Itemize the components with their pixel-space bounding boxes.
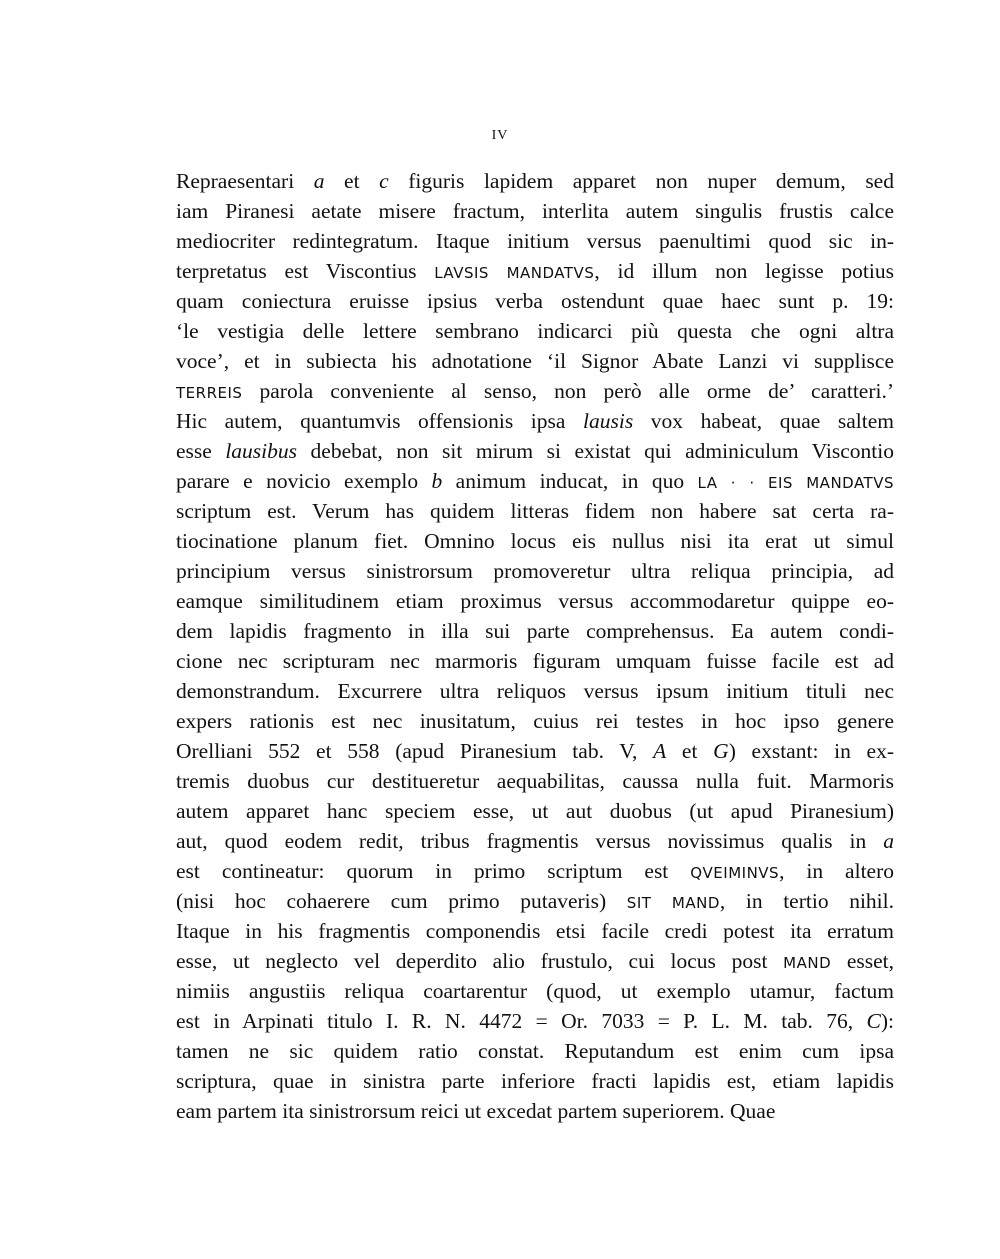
text-run: eamque similitudinem etiam proximus versus accommodaretur quippe eo-	[176, 589, 894, 613]
text-line	[176, 376, 894, 406]
text-line	[176, 556, 894, 586]
text-run: demonstrandum. Excurrere ultra reliquos versus ipsum initium tituli nec	[176, 679, 894, 703]
text-line	[176, 526, 894, 556]
text-line	[176, 976, 894, 1006]
text-line	[176, 496, 894, 526]
text-run: , in altero	[779, 859, 894, 883]
text-line	[176, 346, 894, 376]
text-run: esse, ut neglecto vel deperdito alio frustulo, cui locus post	[176, 949, 784, 973]
text-line	[176, 676, 894, 706]
text-line	[176, 256, 894, 286]
text-line	[176, 1036, 894, 1066]
italic-run: lausibus	[225, 439, 298, 463]
inscription-text: TERREIS	[176, 384, 243, 402]
text-run: Itaque in his fragmentis componendis etsi facile credi potest ita erratum	[176, 919, 894, 943]
text-line	[176, 646, 894, 676]
text-run: parola conveniente al senso, non però alle orme de’ caratteri.’	[242, 379, 894, 403]
text-line	[176, 796, 894, 826]
page-number: IV	[491, 128, 509, 143]
italic-run: C	[866, 1009, 881, 1033]
text-line	[176, 1006, 894, 1036]
text-line	[176, 406, 894, 436]
text-run: et	[324, 169, 380, 193]
italic-run: a	[313, 169, 325, 193]
text-line	[176, 286, 894, 316]
inscription-text: QVEIMINVS	[690, 864, 780, 882]
text-run: scriptura, quae in sinistra parte inferiore fracti lapidis est, etiam lapidis	[176, 1069, 894, 1093]
text-run: (nisi hoc cohaerere cum primo putaveris)	[176, 889, 627, 913]
text-run: tremis duobus cur destitueretur aequabilitas, caussa nulla fuit. Marmoris	[176, 769, 894, 793]
text-run: Hic autem, quantumvis offensionis ipsa	[176, 409, 584, 433]
text-run: quam coniectura eruisse ipsius verba ostendunt quae haec sunt p. 19:	[176, 289, 894, 313]
text-run: dem lapidis fragmento in illa sui parte comprehensus. Ea autem condi-	[176, 619, 894, 643]
text-run: ):	[880, 1009, 894, 1033]
italic-run: lausis	[583, 409, 634, 433]
text-run: terpretatus est Viscontius	[176, 259, 435, 283]
text-run: tamen ne sic quidem ratio constat. Reputandum est enim cum ipsa	[176, 1039, 894, 1063]
text-run: voce’, et in subiecta his adnotatione ‘il Signor Abate Lanzi vi supplisce	[176, 349, 894, 373]
text-run: cione nec scripturam nec marmoris figuram umquam fuisse facile est ad	[176, 649, 894, 673]
text-line	[176, 826, 894, 856]
inscription-text: MAND	[783, 954, 832, 972]
text-run: figuris lapidem apparet non nuper demum, sed	[388, 169, 894, 193]
text-run: esse	[176, 439, 226, 463]
inscription-text: LAVSIS MANDATVS	[434, 264, 595, 282]
text-run: est in Arpinati titulo I. R. N. 4472 = Or. 7033 = P. L. M. tab. 76,	[176, 1009, 867, 1033]
italic-run: A	[653, 739, 667, 763]
text-run: est contineatur: quorum in primo scriptum est	[176, 859, 691, 883]
text-run: aut, quod eodem redit, tribus fragmentis versus novissimus qualis in	[176, 829, 884, 853]
text-run: , id illum non legisse potius	[594, 259, 894, 283]
text-line	[176, 436, 894, 466]
text-run: esset,	[831, 949, 894, 973]
text-line	[176, 1066, 894, 1096]
text-line	[176, 946, 894, 976]
text-run: animum inducat, in quo	[442, 469, 698, 493]
text-line	[176, 226, 894, 256]
text-line	[176, 736, 894, 766]
text-run: tiocinatione planum fiet. Omnino locus eis nullus nisi ita erat ut simul	[176, 529, 894, 553]
italic-run: a	[883, 829, 894, 853]
text-run: Orelliani 552 et 558 (apud Piranesium tab. V,	[176, 739, 654, 763]
text-run: debebat, non sit mirum si existat qui adminiculum Viscontio	[297, 439, 894, 463]
text-line	[176, 886, 894, 916]
text-run: Repraesentari	[176, 169, 314, 193]
body-text	[176, 166, 894, 1126]
inscription-text: SIT MAND	[626, 894, 720, 912]
text-run: parare e novicio exemplo	[176, 469, 432, 493]
text-line	[176, 766, 894, 796]
text-run: ) exstant: in ex-	[728, 739, 894, 763]
text-run: , in tertio nihil.	[719, 889, 894, 913]
text-line	[176, 166, 894, 196]
text-line	[176, 466, 894, 496]
text-run: vox habeat, quae saltem	[633, 409, 894, 433]
text-line	[176, 586, 894, 616]
text-line	[176, 916, 894, 946]
text-line	[176, 616, 894, 646]
text-run: expers rationis est nec inusitatum, cuius rei testes in hoc ipso genere	[176, 709, 894, 733]
text-run: eam partem ita sinistrorsum reici ut excedat partem superiorem. Quae	[176, 1099, 776, 1123]
inscription-text: LA · · EIS MANDATVS	[697, 474, 894, 492]
text-run: et	[666, 739, 714, 763]
text-line	[176, 856, 894, 886]
italic-run: b	[431, 469, 443, 493]
text-run: iam Piranesi aetate misere fractum, interlita autem singulis frustis calce	[176, 199, 894, 223]
text-run: mediocriter redintegratum. Itaque initium versus paenultimi quod sic in-	[176, 229, 894, 253]
text-run: scriptum est. Verum has quidem litteras fidem non habere sat certa ra-	[176, 499, 894, 523]
text-run: nimiis angustiis reliqua coartarentur (quod, ut exemplo utamur, factum	[176, 979, 894, 1003]
text-line	[176, 706, 894, 736]
text-line	[176, 196, 894, 226]
italic-run: G	[713, 739, 729, 763]
text-run: autem apparet hanc speciem esse, ut aut duobus (ut apud Piranesium)	[176, 799, 894, 823]
text-line	[176, 1096, 894, 1126]
italic-run: c	[379, 169, 389, 193]
text-run: ‘le vestigia delle lettere sembrano indicarci più questa che ogni altra	[176, 319, 894, 343]
text-line	[176, 316, 894, 346]
text-run: principium versus sinistrorsum promoveretur ultra reliqua principia, ad	[176, 559, 894, 583]
